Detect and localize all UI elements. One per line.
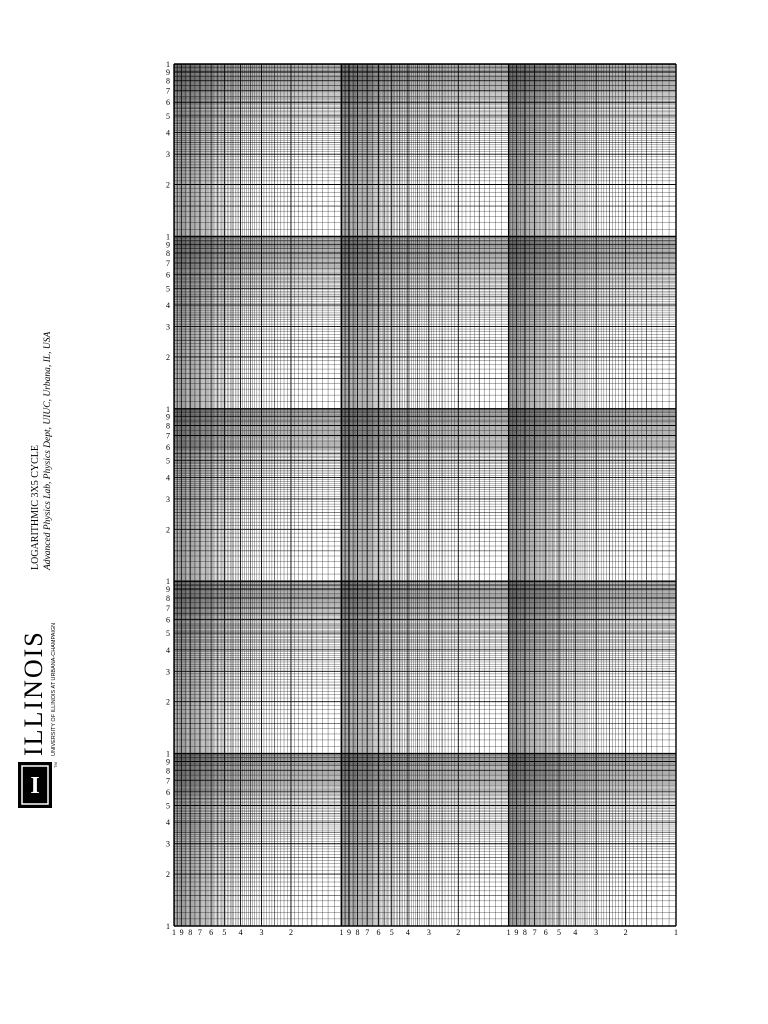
vertical-axis-label: 8 <box>166 421 170 431</box>
vertical-axis-label: 6 <box>166 615 170 625</box>
vertical-axis-label: 9 <box>166 585 170 595</box>
vertical-axis-label: 1 <box>166 60 170 69</box>
sheet-subtitle: Advanced Physics Lab, Physics Dept, UIUC, Urbana, IL, USA <box>43 331 53 570</box>
vertical-axis-label: 3 <box>166 322 170 332</box>
horizontal-axis-label: 2 <box>288 928 293 937</box>
vertical-axis-label: 5 <box>166 284 170 294</box>
vertical-axis-label: 1 <box>166 922 170 931</box>
vertical-axis-label: 5 <box>166 111 170 121</box>
vertical-axis-label: 1 <box>166 577 170 587</box>
horizontal-axis-label: 4 <box>573 928 578 937</box>
vertical-axis-label: 2 <box>166 525 170 535</box>
vertical-axis-label: 6 <box>166 787 170 797</box>
horizontal-axis-end-label: 1 <box>674 928 678 937</box>
horizontal-axis-label: 2 <box>456 928 461 937</box>
vertical-axis-label: 2 <box>166 180 170 190</box>
branding-block <box>18 623 58 808</box>
vertical-axis-label: 4 <box>166 473 170 483</box>
vertical-axis-label: 7 <box>166 86 170 96</box>
horizontal-axis-label: 6 <box>376 928 381 937</box>
vertical-axis-label: 3 <box>166 667 170 677</box>
horizontal-axis-label: 2 <box>623 928 628 937</box>
vertical-axis-label: 7 <box>166 431 170 441</box>
horizontal-axis-label: 3 <box>594 928 599 937</box>
horizontal-axis-label: 4 <box>238 928 243 937</box>
horizontal-axis-label: 5 <box>389 928 394 937</box>
vertical-axis-label: 8 <box>166 593 170 603</box>
vertical-axis-label: 5 <box>166 456 170 466</box>
vertical-axis-label: 1 <box>166 749 170 759</box>
vertical-axis-label: 4 <box>166 645 170 655</box>
illinois-logo-letter: I <box>30 773 40 799</box>
horizontal-axis-label: 8 <box>522 928 527 937</box>
grid-lines <box>174 64 676 926</box>
vertical-axis-label: 5 <box>166 801 170 811</box>
vertical-axis-label: 1 <box>166 404 170 414</box>
horizontal-axis-label: 6 <box>209 928 214 937</box>
horizontal-axis-label: 7 <box>532 928 537 937</box>
vertical-axis-label: 8 <box>166 249 170 259</box>
vertical-axis-label: 4 <box>166 818 170 828</box>
vertical-axis-label: 7 <box>166 259 170 269</box>
vertical-axis-label: 9 <box>166 757 170 767</box>
vertical-axis-label: 2 <box>166 870 170 880</box>
vertical-axis-label: 3 <box>166 494 170 504</box>
horizontal-axis-label: 1 <box>506 928 511 937</box>
vertical-axis-label: 6 <box>166 443 170 453</box>
horizontal-axis-label: 4 <box>405 928 410 937</box>
horizontal-axis-label: 9 <box>346 928 351 937</box>
horizontal-axis-label: 8 <box>188 928 193 937</box>
vertical-axis-label: 6 <box>166 98 170 108</box>
horizontal-axis-label: 9 <box>179 928 184 937</box>
vertical-axis-label: 9 <box>166 412 170 422</box>
vertical-axis-label: 8 <box>166 76 170 86</box>
horizontal-axis-label: 8 <box>355 928 360 937</box>
sheet-title: LOGARITHMIC 3X5 CYCLE <box>30 445 41 570</box>
university-tagline: UNIVERSITY OF ILLINOIS AT URBANA-CHAMPAIGN <box>51 622 57 756</box>
vertical-axis-label: 9 <box>166 67 170 77</box>
horizontal-axis-label: 9 <box>514 928 519 937</box>
vertical-axis-label: 4 <box>166 128 170 138</box>
horizontal-axis-label: 5 <box>222 928 227 937</box>
horizontal-axis-label: 5 <box>557 928 562 937</box>
illinois-wordmark: ILLINOIS <box>19 630 48 756</box>
vertical-axis-label: 8 <box>166 766 170 776</box>
vertical-axis-label: 3 <box>166 150 170 160</box>
horizontal-axis-label: 3 <box>259 928 264 937</box>
vertical-axis-label: 6 <box>166 270 170 280</box>
horizontal-axis-label: 6 <box>543 928 548 937</box>
vertical-axis-label: 9 <box>166 240 170 250</box>
vertical-axis-label: 7 <box>166 603 170 613</box>
trademark-mark: TM <box>53 762 58 768</box>
horizontal-axis-label: 7 <box>365 928 370 937</box>
sheet-title-block <box>30 332 53 571</box>
vertical-axis-label: 1 <box>166 232 170 242</box>
vertical-axis-label: 2 <box>166 352 170 362</box>
horizontal-axis-label: 7 <box>197 928 202 937</box>
vertical-axis-label: 5 <box>166 629 170 639</box>
vertical-axis-label: 7 <box>166 776 170 786</box>
vertical-axis-label: 2 <box>166 697 170 707</box>
horizontal-axis-label: 3 <box>426 928 431 937</box>
vertical-axis-label: 4 <box>166 301 170 311</box>
vertical-axis-label: 3 <box>166 839 170 849</box>
horizontal-axis-label: 1 <box>339 928 344 937</box>
horizontal-axis-label: 1 <box>172 928 176 937</box>
